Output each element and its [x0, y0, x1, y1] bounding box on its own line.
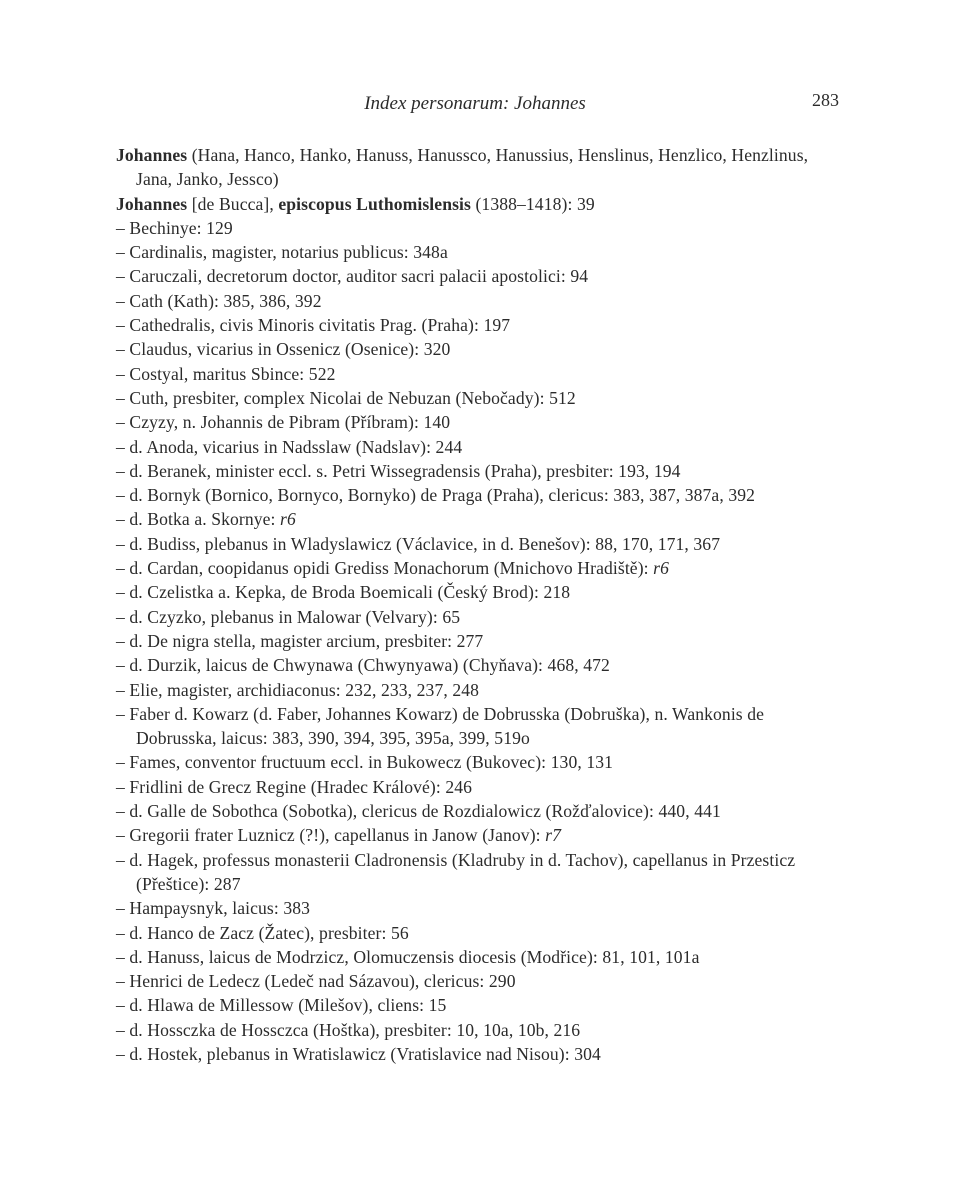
- entry-reference-italic: r7: [545, 825, 561, 846]
- index-entry: – Czyzy, n. Johannis de Pibram (Příbram): 140: [116, 412, 451, 433]
- index-entries: [116, 143, 842, 1066]
- index-entry: [116, 143, 842, 192]
- index-entry: – d. Hlawa de Millessow (Milešov), cliens: 15: [116, 995, 447, 1016]
- index-entry: – d. Bornyk (Bornico, Bornyco, Bornyko) de Praga (Praha), clericus: 383, 387, 387a, 392: [116, 485, 756, 506]
- index-entry: – d. Anoda, vicarius in Nadsslaw (Nadslav): 244: [116, 436, 463, 457]
- index-entry: – Elie, magister, archidiaconus: 232, 233, 237, 248: [116, 679, 480, 700]
- index-entry: – d. Beranek, minister eccl. s. Petri Wissegradensis (Praha), presbiter: 193, 194: [116, 460, 681, 481]
- running-title: Index personarum: Johannes: [364, 93, 586, 114]
- entry-reference-italic: r6: [280, 509, 296, 530]
- index-entry: – Cathedralis, civis Minoris civitatis Prag. (Praha): 197: [116, 315, 511, 336]
- index-entry: – Costyal, maritus Sbince: 522: [116, 363, 336, 384]
- index-entry: – d. Galle de Sobothca (Sobotka), clericus de Rozdialowicz (Rožďalovice): 440, 441: [116, 801, 721, 822]
- index-entry: [116, 556, 842, 580]
- headword-secondary: episcopus Luthomislensis: [278, 193, 471, 214]
- index-entry: – d. Hanco de Zacz (Žatec), presbiter: 56: [116, 922, 409, 943]
- index-entry: – Caruczali, decretorum doctor, auditor sacri palacii apostolici: 94: [116, 266, 589, 287]
- index-entry: – Hampaysnyk, laicus: 383: [116, 898, 311, 919]
- index-entry: – Henrici de Ledecz (Ledeč nad Sázavou), clericus: 290: [116, 971, 516, 992]
- entry-text: – d. Botka a. Skornye:: [116, 509, 281, 530]
- index-entry: [116, 192, 842, 216]
- index-entry: [116, 823, 842, 847]
- index-entry: – d. Hostek, plebanus in Wratislawicz (Vratislavice nad Nisou): 304: [116, 1043, 601, 1064]
- entry-text: – Gregorii frater Luznicz (?!), capellanus in Janow (Janov):: [116, 825, 546, 846]
- index-entry: – d. Hanuss, laicus de Modrzicz, Olomuczensis diocesis (Modřice): 81, 101, 101a: [116, 946, 700, 967]
- index-entry: – d. Hossczka de Hossczca (Hoštka), presbiter: 10, 10a, 10b, 216: [116, 1019, 581, 1040]
- entry-reference-italic: r6: [653, 558, 670, 579]
- index-entry: – d. Durzik, laicus de Chwynawa (Chwynyawa) (Chyňava): 468, 472: [116, 655, 610, 676]
- headword: Johannes: [116, 145, 188, 165]
- index-entry: – d. Budiss, plebanus in Wladyslawicz (Václavice, in d. Benešov): 88, 170, 171, 367: [116, 533, 721, 554]
- index-entry: – Fridlini de Grecz Regine (Hradec Králové): 246: [116, 776, 473, 797]
- index-entry: – Cardinalis, magister, notarius publicus: 348a: [116, 242, 448, 263]
- index-entry: – d. Czelistka a. Kepka, de Broda Boemicali (Český Brod): 218: [116, 582, 571, 603]
- index-entry: – Cuth, presbiter, complex Nicolai de Nebuzan (Nebočady): 512: [116, 387, 576, 408]
- index-entry: – d. Czyzko, plebanus in Malowar (Velvary): 65: [116, 606, 461, 627]
- entry-text: (Hana, Hanco, Hanko, Hanuss, Hanussco, Hanussius, Henslinus, Henzlico, Henzlinus, Jana, Janko, Jessco): [136, 145, 809, 190]
- index-entry: – Cath (Kath): 385, 386, 392: [116, 290, 322, 311]
- index-entry: – Claudus, vicarius in Ossenicz (Osenice): 320: [116, 339, 451, 360]
- page-number: 283: [812, 90, 839, 110]
- index-entry: – d. Hagek, professus monasterii Cladronensis (Kladruby in d. Tachov), capellanus in Przesticz (Přeštice): 287: [116, 849, 796, 894]
- running-head: [0, 90, 960, 120]
- entry-text: (1388–1418): 39: [470, 193, 595, 214]
- index-entry: – Bechinye: 129: [116, 217, 233, 238]
- entry-text: [de Bucca],: [187, 193, 279, 214]
- index-entry: – d. De nigra stella, magister arcium, presbiter: 277: [116, 630, 484, 651]
- index-entry: [116, 507, 842, 531]
- headword: Johannes: [116, 193, 188, 214]
- index-entry: – Fames, conventor fructuum eccl. in Bukowecz (Bukovec): 130, 131: [116, 752, 614, 773]
- index-entry: – Faber d. Kowarz (d. Faber, Johannes Kowarz) de Dobrusska (Dobruška), n. Wankonis de Dobrusska, laicus: 383, 390, 394, 395, 395a, 399, 519o: [116, 703, 765, 749]
- entry-text: – d. Cardan, coopidanus opidi Grediss Monachorum (Mnichovo Hradiště):: [116, 558, 654, 579]
